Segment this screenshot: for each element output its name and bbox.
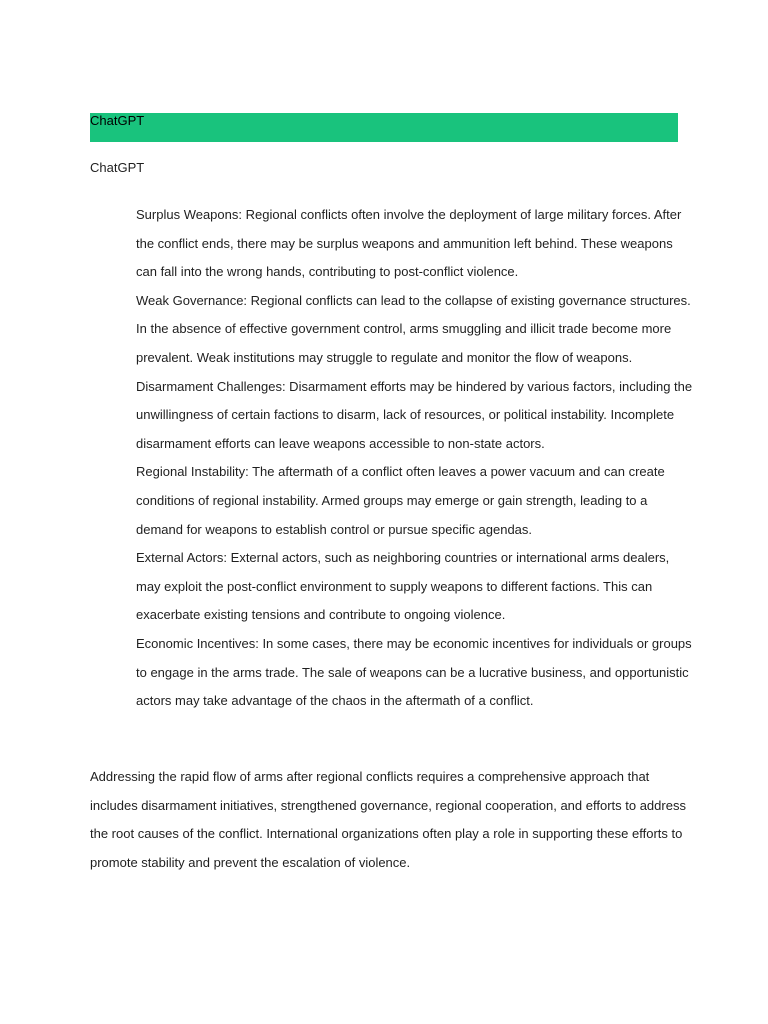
factor-item-disarmament-challenges: Disarmament Challenges: Disarmament efforts may be hindered by various factors, including the unwillingness of certain factions to disarm, lack of resources, or political instability. Incomplete disarmament efforts can leave weapons accessible to non-state actors.: [136, 378, 693, 451]
conclusion-paragraph: Addressing the rapid flow of arms after regional conflicts requires a comprehensive approach that includes disarmament initiatives, strengthened governance, regional cooperation, and efforts to address the root causes of the conflict. International organizations often play a role in supporting these efforts to promote stability and prevent the escalation of violence.: [90, 769, 686, 870]
factor-item-economic-incentives: Economic Incentives: In some cases, there may be economic incentives for individuals or groups to engage in the arms trade. The sale of weapons can be a lucrative business, and opportunistic actors may take advantage of the chaos in the aftermath of a conflict.: [136, 635, 692, 709]
factor-item-weak-governance: Weak Governance: Regional conflicts can lead to the collapse of existing governance structures. In the absence of effective government control, arms smuggling and illicit trade become more prevalent. Weak institutions may struggle to regulate and monitor the flow of weapons.: [136, 292, 691, 365]
factor-item-external-actors: External Actors: External actors, such as neighboring countries or international arms dealers, may exploit the post-conflict environment to supply weapons to different factions. This can exacerbate existing tensions and contribute to ongoing violence.: [136, 550, 670, 623]
header-banner: [90, 113, 678, 142]
factor-item-surplus-weapons: Surplus Weapons: Regional conflicts often involve the deployment of large military forces. After the conflict ends, there may be surplus weapons and ammunition left behind. These weapons can fall into the wrong hands, contributing to post-conflict violence.: [136, 207, 682, 280]
banner-title: ChatGPT: [90, 113, 145, 128]
factor-item-regional-instability: Regional Instability: The aftermath of a conflict often leaves a power vacuum and can create conditions of regional instability. Armed groups may emerge or gain strength, leading to a demand for weapons to establish control or pursue specific agendas.: [136, 464, 665, 537]
factor-list: [136, 201, 696, 716]
author-label: ChatGPT: [90, 160, 145, 175]
